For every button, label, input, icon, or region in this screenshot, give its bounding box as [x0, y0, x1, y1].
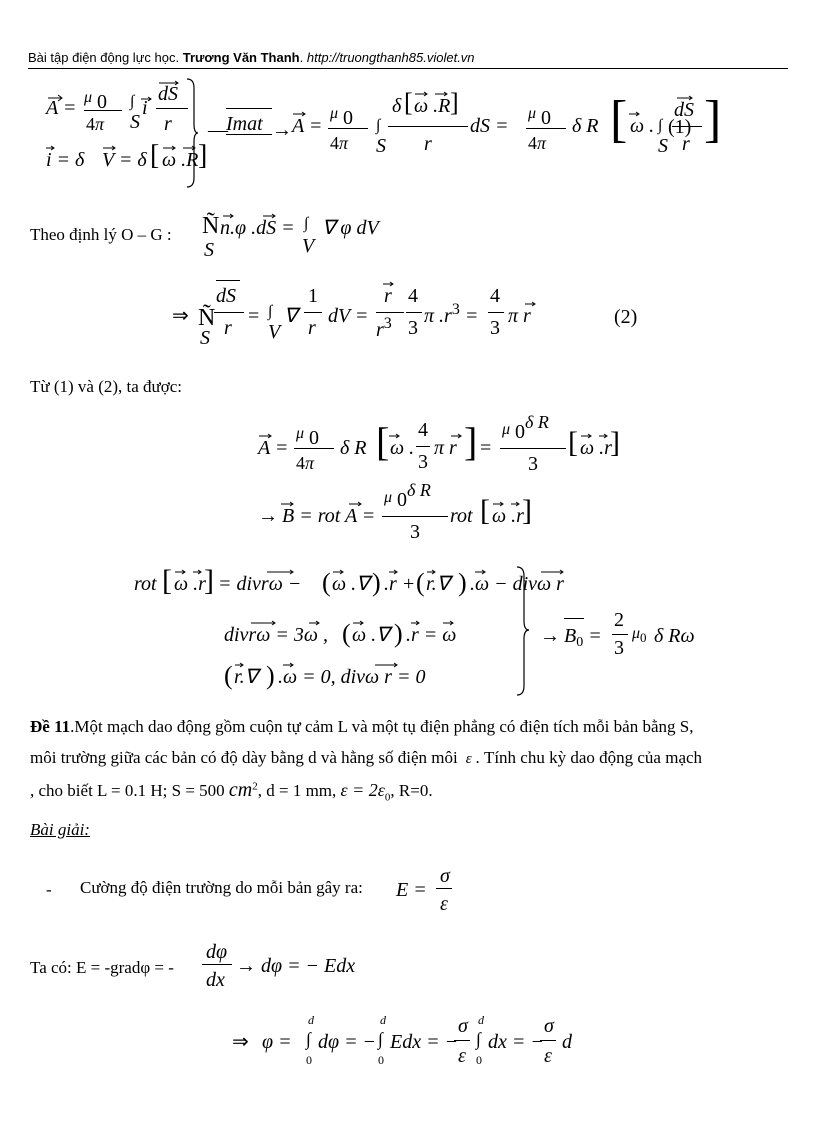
solution-line-2-label: Ta có: E = -gradφ = -: [30, 958, 174, 977]
problem-title: Đề 11: [30, 717, 71, 736]
problem-text-3b: , d = 1 mm,: [257, 781, 337, 800]
problem-eps: ε = 2ε: [340, 780, 385, 800]
epsilon-symbol: ε: [462, 751, 476, 767]
header-prefix: Bài tập điện động lực học.: [28, 50, 180, 65]
problem-text-1: .Một mạch dao động gồm cuộn tự cảm L và một tụ điện phẳng có điện tích mỗi bản bằng S,: [70, 717, 694, 736]
page-header: [28, 50, 788, 69]
from-1-2-text: Từ (1) và (2), ta được:: [30, 377, 183, 396]
header-author: Trương Văn Thanh: [182, 50, 300, 65]
problem-line-2: [30, 748, 702, 768]
header-sep: .: [299, 50, 304, 65]
eq1-arrow-label: Imat: [226, 113, 263, 135]
eq1-brace: [186, 78, 198, 188]
og-label: Theo định lý O – G :: [30, 225, 172, 244]
problem-unit: cm: [228, 779, 253, 801]
problem-line-1: [30, 717, 693, 737]
problem-text-2b: . Tính chu kỳ dao động của mạch: [475, 748, 703, 767]
problem-line-3: , cho biết L = 0.1 H; S = 500 $cm^2$, d = 1 mm, $\varepsilon = 2\varepsilon_0$, R=0.: [30, 779, 433, 804]
header-url: http://truongthanh85.violet.vn: [306, 50, 475, 65]
eq2-number: (2): [614, 306, 638, 328]
eq4-brace: [516, 566, 530, 696]
problem-text-2: môi trường giữa các bản có độ dày bằng d và hằng số điện môi: [30, 748, 458, 767]
problem-text-3a: , cho biết L = 0.1 H; S = 500: [30, 781, 225, 800]
solution-line-1: Cường độ điện trường do mỗi bản gây ra:: [80, 878, 363, 897]
problem-text-3c: , R=0.: [390, 781, 433, 800]
grad-eq-rhs: → dφ = − Edx: [236, 955, 356, 977]
solution-bullet: -: [46, 880, 52, 899]
solution-title: Bài giải:: [30, 820, 90, 839]
eq1-number: (1): [668, 116, 692, 138]
